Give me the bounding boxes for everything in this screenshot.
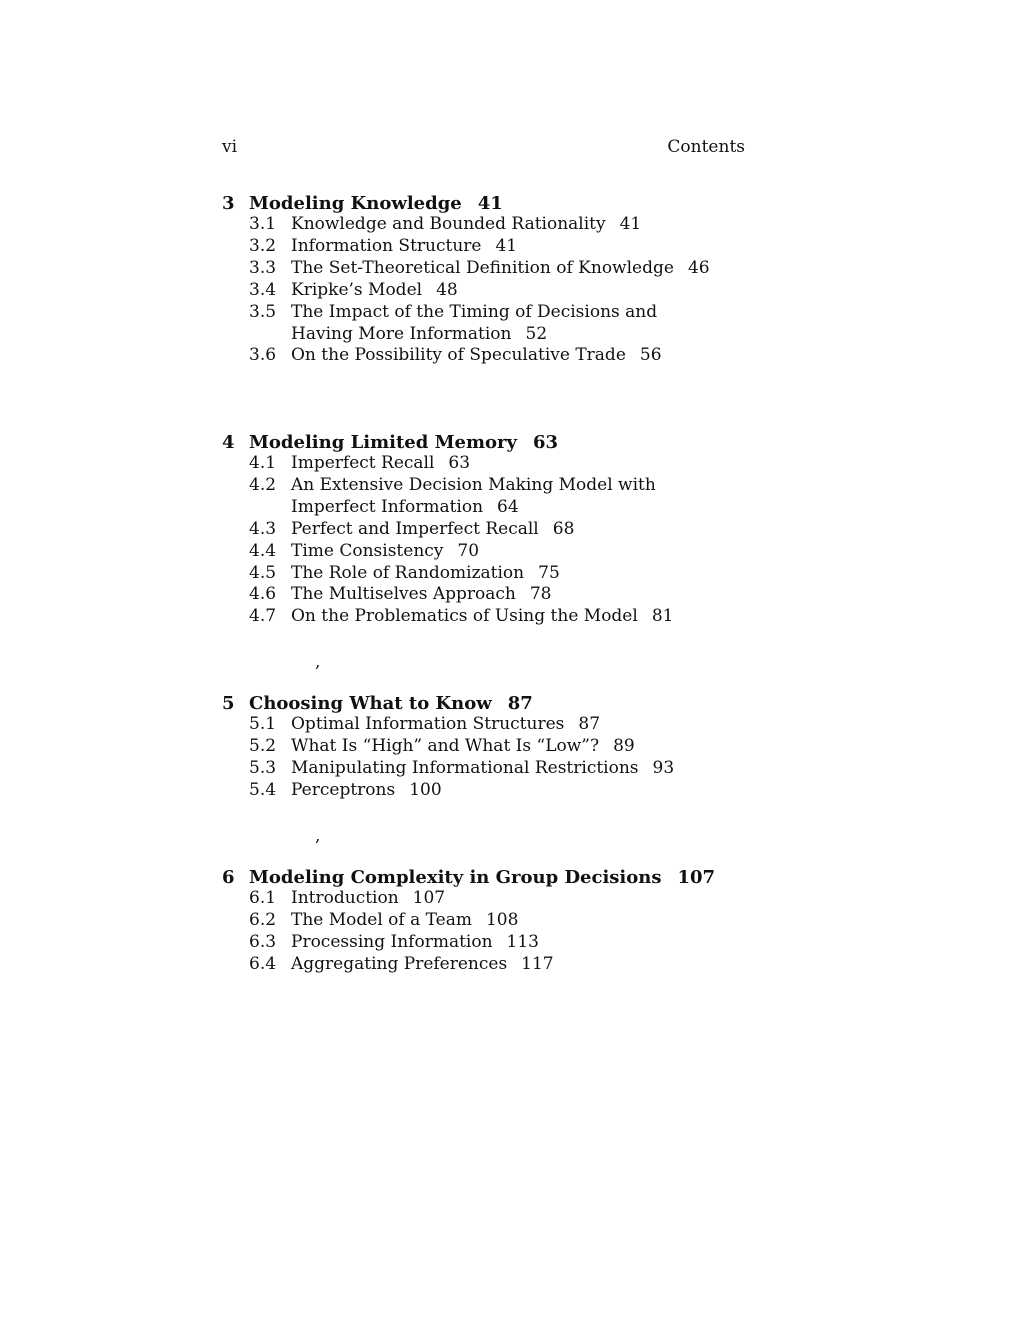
chapter-heading xyxy=(222,866,782,888)
section-text xyxy=(291,736,782,758)
section-number: 3.6 xyxy=(249,345,277,366)
section-text xyxy=(291,541,782,563)
section-title: On the Problematics of Using the Model xyxy=(291,606,638,627)
section-text xyxy=(291,954,782,976)
section-title: The Impact of the Timing of Decisions and Having More Information xyxy=(291,301,658,344)
section-title: Aggregating Preferences xyxy=(291,953,508,974)
section-page: 70 xyxy=(457,540,480,561)
section-entry xyxy=(222,563,782,585)
section-number: 5.4 xyxy=(249,779,277,800)
section-title: What Is “High” and What Is “Low”? xyxy=(291,735,600,756)
chapter-title: Modeling Complexity in Group Decisions xyxy=(249,866,662,888)
section-title: Perceptrons xyxy=(291,779,396,800)
section-page: 117 xyxy=(521,953,554,974)
page-number: vi xyxy=(222,137,238,157)
section-title: The Set-Theoretical Definition of Knowledge xyxy=(291,257,674,278)
chapter-page: 41 xyxy=(477,192,503,214)
section-text xyxy=(291,910,782,932)
section-text xyxy=(291,302,711,346)
section-text xyxy=(291,280,782,302)
chapter-4 xyxy=(222,431,782,628)
section-entry xyxy=(222,258,782,280)
section-title: The Multiselves Approach xyxy=(291,584,516,605)
section-entry xyxy=(222,780,782,802)
section-page: 78 xyxy=(529,584,552,605)
section-page: 63 xyxy=(448,453,471,473)
section-number: 3.5 xyxy=(249,301,277,322)
section-page: 100 xyxy=(409,779,442,800)
section-number: 5.3 xyxy=(249,757,277,778)
section-number: 4.2 xyxy=(249,474,277,495)
section-title: Processing Information xyxy=(291,931,493,952)
section-page: 75 xyxy=(538,562,560,583)
chapter-heading xyxy=(222,431,782,453)
section-entry xyxy=(222,736,782,758)
section-title: The Model of a Team xyxy=(291,909,472,930)
section-entry xyxy=(222,584,782,606)
section-page: 46 xyxy=(687,257,710,278)
section-page: 64 xyxy=(497,496,519,517)
section-title: Perfect and Imperfect Recall xyxy=(291,518,539,539)
chapter-page: 63 xyxy=(532,431,559,453)
section-text xyxy=(291,453,782,475)
chapter-number: 4 xyxy=(222,431,235,453)
section-number: 4.1 xyxy=(249,453,277,473)
section-entry xyxy=(222,214,782,236)
section-page: 68 xyxy=(552,518,575,539)
section-title: Manipulating Informational Restrictions xyxy=(291,757,639,778)
section-page: 41 xyxy=(619,214,642,234)
section-page: 93 xyxy=(652,757,675,778)
section-number: 6.1 xyxy=(249,888,277,908)
section-title: The Role of Randomization xyxy=(291,562,525,583)
section-page: 107 xyxy=(412,888,446,908)
chapter-title: Modeling Knowledge xyxy=(249,192,462,214)
section-text xyxy=(291,758,782,780)
section-number: 4.3 xyxy=(249,518,277,539)
section-text xyxy=(291,584,782,606)
chapter-title: Modeling Limited Memory xyxy=(249,431,517,453)
section-number: 6.4 xyxy=(249,953,277,974)
chapter-6 xyxy=(222,866,782,976)
section-entry xyxy=(222,519,782,541)
section-entry xyxy=(222,280,782,302)
running-title: Contents xyxy=(667,137,745,157)
section-text xyxy=(291,606,782,628)
section-text xyxy=(291,236,782,258)
chapter-heading xyxy=(222,192,782,214)
section-page: 41 xyxy=(495,235,518,256)
section-page: 52 xyxy=(525,323,548,344)
section-text xyxy=(291,563,782,585)
chapter-number: 3 xyxy=(222,192,235,214)
section-entry xyxy=(222,714,782,736)
section-text xyxy=(291,888,782,910)
section-entry xyxy=(222,302,782,346)
section-entry xyxy=(222,541,782,563)
section-number: 4.7 xyxy=(249,606,277,627)
chapter-5 xyxy=(222,692,782,802)
section-text xyxy=(291,519,782,541)
section-number: 5.1 xyxy=(249,714,277,734)
section-text xyxy=(291,932,782,954)
section-title: Kripke’s Model xyxy=(291,279,423,300)
section-title: Introduction xyxy=(291,888,399,908)
section-text xyxy=(291,714,782,736)
section-page: 108 xyxy=(485,909,519,930)
section-title: Information Structure xyxy=(291,235,482,256)
section-title: Time Consistency xyxy=(291,540,444,561)
section-entry xyxy=(222,345,782,367)
section-number: 3.4 xyxy=(249,279,277,300)
section-text xyxy=(291,214,782,236)
chapter-title: Choosing What to Know xyxy=(249,692,492,714)
chapter-number: 6 xyxy=(222,866,235,888)
section-page: 81 xyxy=(651,606,674,627)
section-text xyxy=(291,258,782,280)
section-title: On the Possibility of Speculative Trade xyxy=(291,345,626,366)
chapter-3 xyxy=(222,192,782,367)
section-entry xyxy=(222,954,782,976)
section-page: 56 xyxy=(639,345,662,366)
section-page: 87 xyxy=(578,714,601,734)
section-title: Optimal Information Structures xyxy=(291,714,565,734)
section-entry xyxy=(222,888,782,910)
section-text xyxy=(291,475,731,519)
section-entry xyxy=(222,236,782,258)
chapter-page: 107 xyxy=(677,866,716,888)
section-title: An Extensive Decision Making Model with Imperfect Information xyxy=(291,474,656,517)
section-number: 3.3 xyxy=(249,257,277,278)
section-number: 6.2 xyxy=(249,909,277,930)
section-title: Knowledge and Bounded Rationality xyxy=(291,214,606,234)
section-entry xyxy=(222,475,782,519)
section-page: 89 xyxy=(613,735,635,756)
section-entry xyxy=(222,910,782,932)
section-entry xyxy=(222,932,782,954)
section-number: 5.2 xyxy=(249,735,277,756)
section-entry xyxy=(222,758,782,780)
section-number: 3.1 xyxy=(249,214,277,234)
section-number: 4.4 xyxy=(249,540,277,561)
section-title: Imperfect Recall xyxy=(291,453,435,473)
stray-mark: , xyxy=(315,826,321,846)
chapter-page: 87 xyxy=(507,692,533,714)
section-number: 4.6 xyxy=(249,584,277,605)
section-entry xyxy=(222,453,782,475)
section-entry xyxy=(222,606,782,628)
section-number: 6.3 xyxy=(249,931,277,952)
section-text xyxy=(291,780,782,802)
stray-mark: , xyxy=(315,652,321,672)
section-text xyxy=(291,345,782,367)
section-page: 48 xyxy=(436,279,458,300)
section-number: 3.2 xyxy=(249,235,277,256)
chapter-heading xyxy=(222,692,782,714)
section-number: 4.5 xyxy=(249,562,277,583)
section-page: 113 xyxy=(506,931,539,952)
chapter-number: 5 xyxy=(222,692,235,714)
